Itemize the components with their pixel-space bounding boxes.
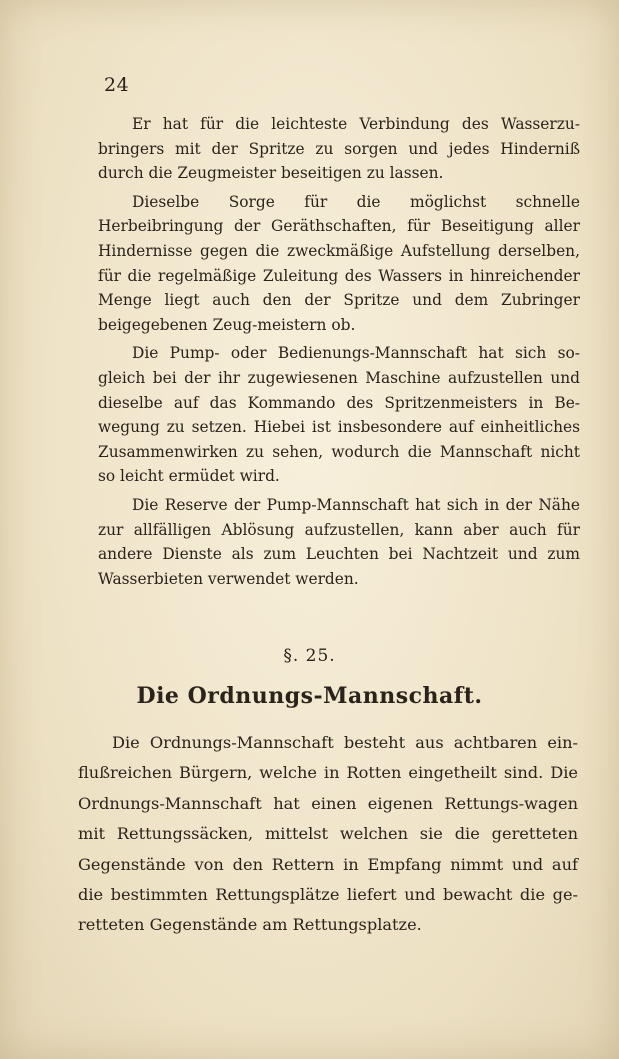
page-number: 24	[104, 74, 130, 96]
body-text	[98, 112, 580, 595]
paragraph: Die Pump- oder Bedienungs-Mannschaft hat sich so-gleich bei der ihr zugewiesenen Maschine aufzustellen und dieselbe auf das Kommando des Spritzenmeisters in Be-wegung zu setzen. Hiebei ist insbesondere auf einheitliches Zusammenwirken zu sehen, wodurch die Mannschaft nicht so leicht ermüdet wird.	[98, 344, 580, 486]
paragraph: Die Ordnungs-Mannschaft besteht aus achtbaren ein-flußreichen Bürgern, welche in Rotten eingetheilt sind. Die Ordnungs-Mannschaft hat einen eigenen Rettungs-wagen mit Rettungssäcken, mittelst welchen sie die geretteten Gegenstände von den Rettern in Empfang nimmt und auf die bestimmten Rettungsplätze liefert und bewacht die ge-retteten Gegenstände am Rettungsplatze.	[78, 733, 578, 935]
paragraph: Dieselbe Sorge für die möglichst schnelle Herbeibringung der Geräthschaften, für Beseitigung aller Hindernisse gegen die zweckmäßige Aufstellung derselben, für die regelmäßige Zuleitung des Wassers in hinreichender Menge liegt auch den der Spritze und dem Zubringer beigegebenen Zeug-meistern ob.	[98, 192, 580, 334]
paragraph: Er hat für die leichteste Verbindung des Wasserzu-bringers mit der Spritze zu sorgen und jedes Hinderniß durch die Zeugmeister beseitigen zu lassen.	[98, 115, 580, 183]
section-title: Die Ordnungs-Mannschaft.	[136, 683, 483, 709]
section-body	[78, 728, 578, 945]
paragraph: Die Reserve der Pump-Mannschaft hat sich in der Nähe zur allfälligen Ablösung aufzustellen, kann aber auch für andere Dienste als zum Leuchten bei Nachtzeit und zum Wasserbieten verwendet werden.	[98, 495, 580, 588]
section-number: §. 25.	[283, 646, 336, 666]
